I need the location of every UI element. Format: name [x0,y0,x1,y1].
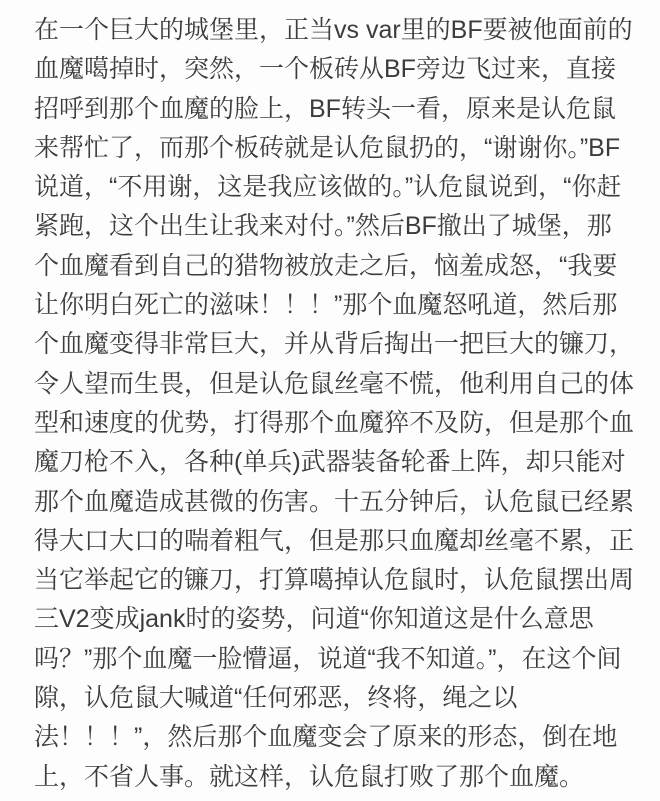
text-line: 紧跑，这个出生让我来对付。”然后BF撤出了城堡，那 [34,212,612,241]
text-line: 令人望而生畏，但是认危鼠丝毫不慌，他利用自己的体 [34,369,635,398]
text-line: 说道，“不用谢，这是我应该做的。”认危鼠说到，“你赶 [34,173,622,202]
text-line: 三V2变成jank时的姿势，问道“你知道这是什么意思 [34,605,594,634]
story-text [34,11,652,797]
text-line: 个血魔看到自己的猎物被放走之后，恼羞成怒，“我要 [34,251,618,280]
text-line: 魔刀枪不入，各种(单兵)武器装备轮番上阵，却只能对 [34,448,626,477]
text-line: 上，不省人事。就这样，认危鼠打败了那个血魔。 [34,762,585,791]
text-line: 得大口大口的喘着粗气，但是那只血魔却丝毫不累，正 [34,526,635,555]
text-line: 法！！！”，然后那个血魔变会了原来的形态，倒在地 [34,723,618,752]
text-line: 血魔噶掉时，突然，一个板砖从BF旁边飞过来，直接 [34,55,616,84]
text-line: 个血魔变得非常巨大，并从背后掏出一把巨大的镰刀， [34,330,635,359]
text-line: 吗？”那个血魔一脸懵逼，说道“我不知道。”，在这个间 [34,644,622,673]
text-line: 当它举起它的镰刀，打算噶掉认危鼠时，认危鼠摆出周 [34,566,635,595]
text-line: 让你明白死亡的滋味！！！”那个血魔怒吼道，然后那 [34,291,618,320]
text-line: 型和速度的优势，打得那个血魔猝不及防，但是那个血 [34,408,635,437]
text-line: 来帮忙了，而那个板砖就是认危鼠扔的，“谢谢你。”BF [34,133,621,162]
text-line: 那个血魔造成甚微的伤害。十五分钟后，认危鼠已经累 [34,487,635,516]
text-line: 招呼到那个血魔的脸上，BF转头一看，原来是认危鼠 [34,94,616,123]
text-line: 隙，认危鼠大喊道“任何邪恶，终将，绳之以 [34,684,518,713]
text-line: 在一个巨大的城堡里，正当vs var里的BF要被他面前的 [34,16,633,44]
